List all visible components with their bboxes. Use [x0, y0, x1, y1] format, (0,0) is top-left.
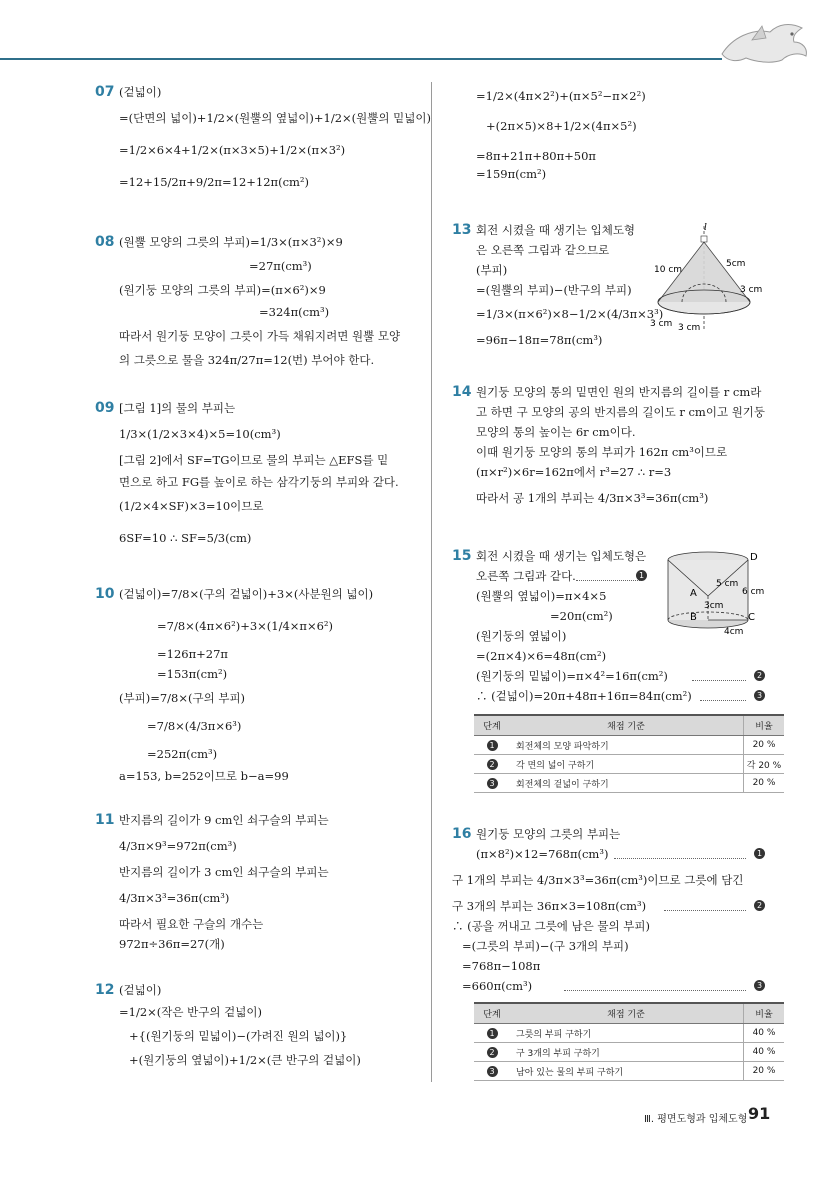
step-marker: 2 [754, 900, 765, 911]
problem-08 [95, 234, 425, 367]
solution-line: =27π(cm³) [249, 259, 312, 273]
solution-line: 이때 원기둥 모양의 통의 부피가 162π cm³이므로 [476, 445, 728, 459]
solution-line: =1/2×(작은 반구의 겉넓이) [119, 1005, 262, 1019]
solution-line: [그림 1]의 물의 부피는 [119, 401, 236, 415]
table-cell: 20 % [744, 1062, 785, 1081]
step-marker: 1 [636, 570, 647, 581]
figure-label: 5cm [726, 259, 746, 269]
cylinder-cone-figure [660, 548, 770, 640]
solution-line: +(원기둥의 옆넓이)+1/2×(큰 반구의 겉넓이) [129, 1053, 361, 1067]
problem-number: 16 [452, 826, 472, 842]
figure-label: 3 cm [740, 285, 763, 295]
step-marker: 1 [487, 1028, 498, 1039]
solution-line: =7/8×(4π×6²)+3×(1/4×π×6²) [157, 619, 334, 633]
column-header: 비율 [744, 715, 785, 736]
step-marker: 3 [487, 778, 498, 789]
section-title: Ⅲ. 평면도형과 입체도형 [644, 1114, 748, 1125]
step-marker: 1 [487, 740, 498, 751]
table-row [474, 1024, 784, 1043]
solution-line: 면으로 하고 FG를 높이로 하는 삼각기둥의 부피와 같다. [119, 475, 399, 489]
page-number: 91 [748, 1104, 771, 1123]
problem-07 [95, 84, 431, 194]
table-row [474, 736, 784, 755]
solution-line: (겉넓이) [119, 85, 162, 99]
problem-number: 12 [95, 982, 115, 998]
table-cell: 남아 있는 물의 부피 구하기 [510, 1062, 744, 1081]
solution-line: (원기둥의 옆넓이) [476, 629, 567, 643]
problem-number: 08 [95, 234, 115, 250]
column-divider [431, 82, 432, 1082]
dotted-leader [614, 858, 746, 859]
table-row [474, 774, 784, 793]
solution-line: =(원뿔의 부피)−(반구의 부피) [476, 283, 632, 297]
figure-label: 10 cm [654, 265, 683, 275]
solution-line: =96π−18π=78π(cm³) [476, 333, 603, 347]
solution-line: =324π(cm³) [259, 305, 330, 319]
table-cell: 각 면의 넓이 구하기 [510, 755, 744, 774]
table-header-row [474, 715, 784, 736]
solution-line: =(2π×4)×6=48π(cm²) [476, 649, 607, 663]
solution-line: (π×8²)×12=768π(cm³) [476, 847, 609, 861]
table-header-row [474, 1003, 784, 1024]
figure-label: 3cm [704, 601, 724, 611]
solution-line: 원기둥 모양의 그릇의 부피는 [476, 827, 621, 841]
column-header: 비율 [744, 1003, 785, 1024]
solution-line: =20π(cm²) [550, 609, 613, 623]
solution-line: [그림 2]에서 SF=TG이므로 물의 부피는 △EFS를 밑 [119, 453, 389, 467]
table-cell: 20 % [744, 736, 785, 755]
step-marker: 3 [754, 980, 765, 991]
solution-line: =252π(cm³) [147, 747, 218, 761]
solution-line: 오른쪽 그림과 같다. [476, 569, 576, 583]
step-marker: 3 [487, 1066, 498, 1077]
solution-line: (1/2×4×SF)×3=10이므로 [119, 499, 264, 513]
header-rule [0, 58, 722, 60]
solution-line: (원뿔 모양의 그릇의 부피)=1/3×(π×3²)×9 [119, 235, 343, 249]
solution-line: 972π÷36π=27(개) [119, 937, 225, 951]
problem-14 [452, 384, 772, 514]
solution-line: 구 1개의 부피는 4/3π×3³=36π(cm³)이므로 그릇에 담긴 [452, 873, 744, 887]
table-cell: 구 3개의 부피 구하기 [510, 1043, 744, 1062]
solution-line: =159π(cm²) [476, 167, 547, 181]
solution-line: =8π+21π+80π+50π [476, 149, 596, 163]
solution-line: ∴ (공을 꺼내고 그릇에 남은 물의 부피) [452, 919, 650, 933]
figure-label: 6 cm [742, 587, 765, 597]
figure-label: 3 cm [678, 323, 701, 333]
problem-number: 13 [452, 222, 472, 238]
figure-label: l [704, 223, 707, 233]
solution-line: =1/2×(4π×2²)+(π×5²−π×2²) [476, 89, 646, 103]
step-marker: 3 [754, 690, 765, 701]
solution-line: =(그릇의 부피)−(구 3개의 부피) [462, 939, 629, 953]
solution-line: =12+15/2π+9/2π=12+12π(cm²) [119, 175, 310, 189]
problem-number: 10 [95, 586, 115, 602]
problem-number: 15 [452, 548, 472, 564]
column-header: 단계 [474, 1003, 510, 1024]
problem-number: 11 [95, 812, 115, 828]
problem-number: 14 [452, 384, 472, 400]
solution-line: (부피)=7/8×(구의 부피) [119, 691, 246, 705]
solution-line: 구 3개의 부피는 36π×3=108π(cm³) [452, 899, 647, 913]
problem-16 [452, 826, 772, 996]
solution-line: 고 하면 구 모양의 공의 반지름의 길이도 r cm이고 원기둥 [476, 405, 766, 419]
table-cell: 회전체의 겉넓이 구하기 [510, 774, 744, 793]
problem-number: 09 [95, 400, 115, 416]
grading-table-15 [474, 714, 784, 793]
solution-line: =660π(cm³) [462, 979, 533, 993]
solution-line: =1/3×(π×6²)×8−1/2×(4/3π×3³) [476, 307, 664, 321]
solution-line: (π×r²)×6r=162π에서 r³=27 ∴ r=3 [476, 465, 672, 479]
solution-line: +(2π×5)×8+1/2×(4π×5²) [486, 119, 637, 133]
solution-line: 회전 시켰을 때 생기는 입체도형은 [476, 549, 647, 563]
solution-line: 따라서 필요한 구슬의 개수는 [119, 917, 264, 931]
figure-label: D [750, 552, 758, 563]
table-row [474, 1043, 784, 1062]
column-header: 단계 [474, 715, 510, 736]
solution-line: a=153, b=252이므로 b−a=99 [119, 769, 289, 783]
solution-line: (겉넓이)=7/8×(구의 겉넓이)+3×(사분원의 넓이) [119, 587, 374, 601]
figure-label: A [690, 588, 697, 599]
table-cell: 20 % [744, 774, 785, 793]
table-cell: 40 % [744, 1043, 785, 1062]
column-header: 채점 기준 [510, 1003, 744, 1024]
figure-label: 3 cm [650, 319, 673, 329]
solution-line: 모양의 통의 높이는 6r cm이다. [476, 425, 636, 439]
solution-line: 따라서 원기둥 모양이 그릇이 가득 채워지려면 원뿔 모양 [119, 329, 401, 343]
table-cell: 40 % [744, 1024, 785, 1043]
step-marker: 1 [754, 848, 765, 859]
solution-line: (원기둥의 밑넓이)=π×4²=16π(cm²) [476, 669, 668, 683]
dragon-logo-icon [712, 18, 812, 72]
step-marker: 2 [487, 759, 498, 770]
solution-line: 의 그릇으로 물을 324π/27π=12(번) 부어야 한다. [119, 353, 375, 367]
dotted-leader [700, 700, 746, 701]
table-cell: 회전체의 모양 파악하기 [510, 736, 744, 755]
solution-line: 반지름의 길이가 3 cm인 쇠구슬의 부피는 [119, 865, 329, 879]
solution-line: 회전 시켰을 때 생기는 입체도형 [476, 223, 636, 237]
solution-line: +{(원기둥의 밑넓이)−(가려진 원의 넓이)} [129, 1029, 348, 1043]
solution-line: 원기둥 모양의 통의 밑면인 원의 반지름의 길이를 r cm라 [476, 385, 762, 399]
solution-line: 따라서 공 1개의 부피는 4/3π×3³=36π(cm³) [476, 491, 709, 505]
step-marker: 2 [754, 670, 765, 681]
solution-line: =153π(cm²) [157, 667, 228, 681]
solution-line: 6SF=10 ∴ SF=5/3(cm) [119, 531, 252, 545]
problem-11 [95, 812, 425, 952]
problem-12 [95, 982, 425, 1067]
cone-hemisphere-figure [648, 222, 768, 334]
solution-line: =126π+27π [157, 647, 228, 661]
solution-line: =(단면의 넓이)+1/2×(원뿔의 옆넓이)+1/2×(원뿔의 밑넓이) [119, 111, 431, 125]
solution-line: (부피) [476, 263, 508, 277]
solution-line: (겉넓이) [119, 983, 162, 997]
solution-line: =1/2×6×4+1/2×(π×3×5)+1/2×(π×3²) [119, 143, 346, 157]
problem-09 [95, 400, 425, 550]
dotted-leader [664, 910, 746, 911]
solution-line: 4/3π×3³=36π(cm³) [119, 891, 230, 905]
solution-line: (원기둥 모양의 그릇의 부피)=(π×6²)×9 [119, 283, 326, 297]
table-row [474, 755, 784, 774]
problem-12-continued [476, 88, 776, 188]
solution-line: 반지름의 길이가 9 cm인 쇠구슬의 부피는 [119, 813, 329, 827]
dotted-leader [692, 680, 746, 681]
solution-line: ∴ (겉넓이)=20π+48π+16π=84π(cm²) [476, 689, 692, 703]
solution-line: =7/8×(4/3π×6³) [147, 719, 242, 733]
step-marker: 2 [487, 1047, 498, 1058]
dotted-leader [576, 580, 640, 581]
figure-label: 4cm [724, 627, 744, 637]
problem-10 [95, 586, 425, 786]
solution-line: (원뿔의 옆넓이)=π×4×5 [476, 589, 607, 603]
column-header: 채점 기준 [510, 715, 744, 736]
table-cell: 각 20 % [744, 755, 785, 774]
grading-table-16 [474, 1002, 784, 1081]
problem-number: 07 [95, 84, 115, 100]
figure-label: 5 cm [716, 579, 739, 589]
table-row [474, 1062, 784, 1081]
solution-line: =768π−108π [462, 959, 541, 973]
dotted-leader [564, 990, 746, 991]
figure-label: C [748, 612, 755, 623]
solution-line: 1/3×(1/2×3×4)×5=10(cm³) [119, 427, 281, 441]
table-cell: 그릇의 부피 구하기 [510, 1024, 744, 1043]
solution-line: 4/3π×9³=972π(cm³) [119, 839, 237, 853]
solution-line: 은 오른쪽 그림과 같으므로 [476, 243, 610, 257]
figure-label: B [690, 612, 697, 623]
